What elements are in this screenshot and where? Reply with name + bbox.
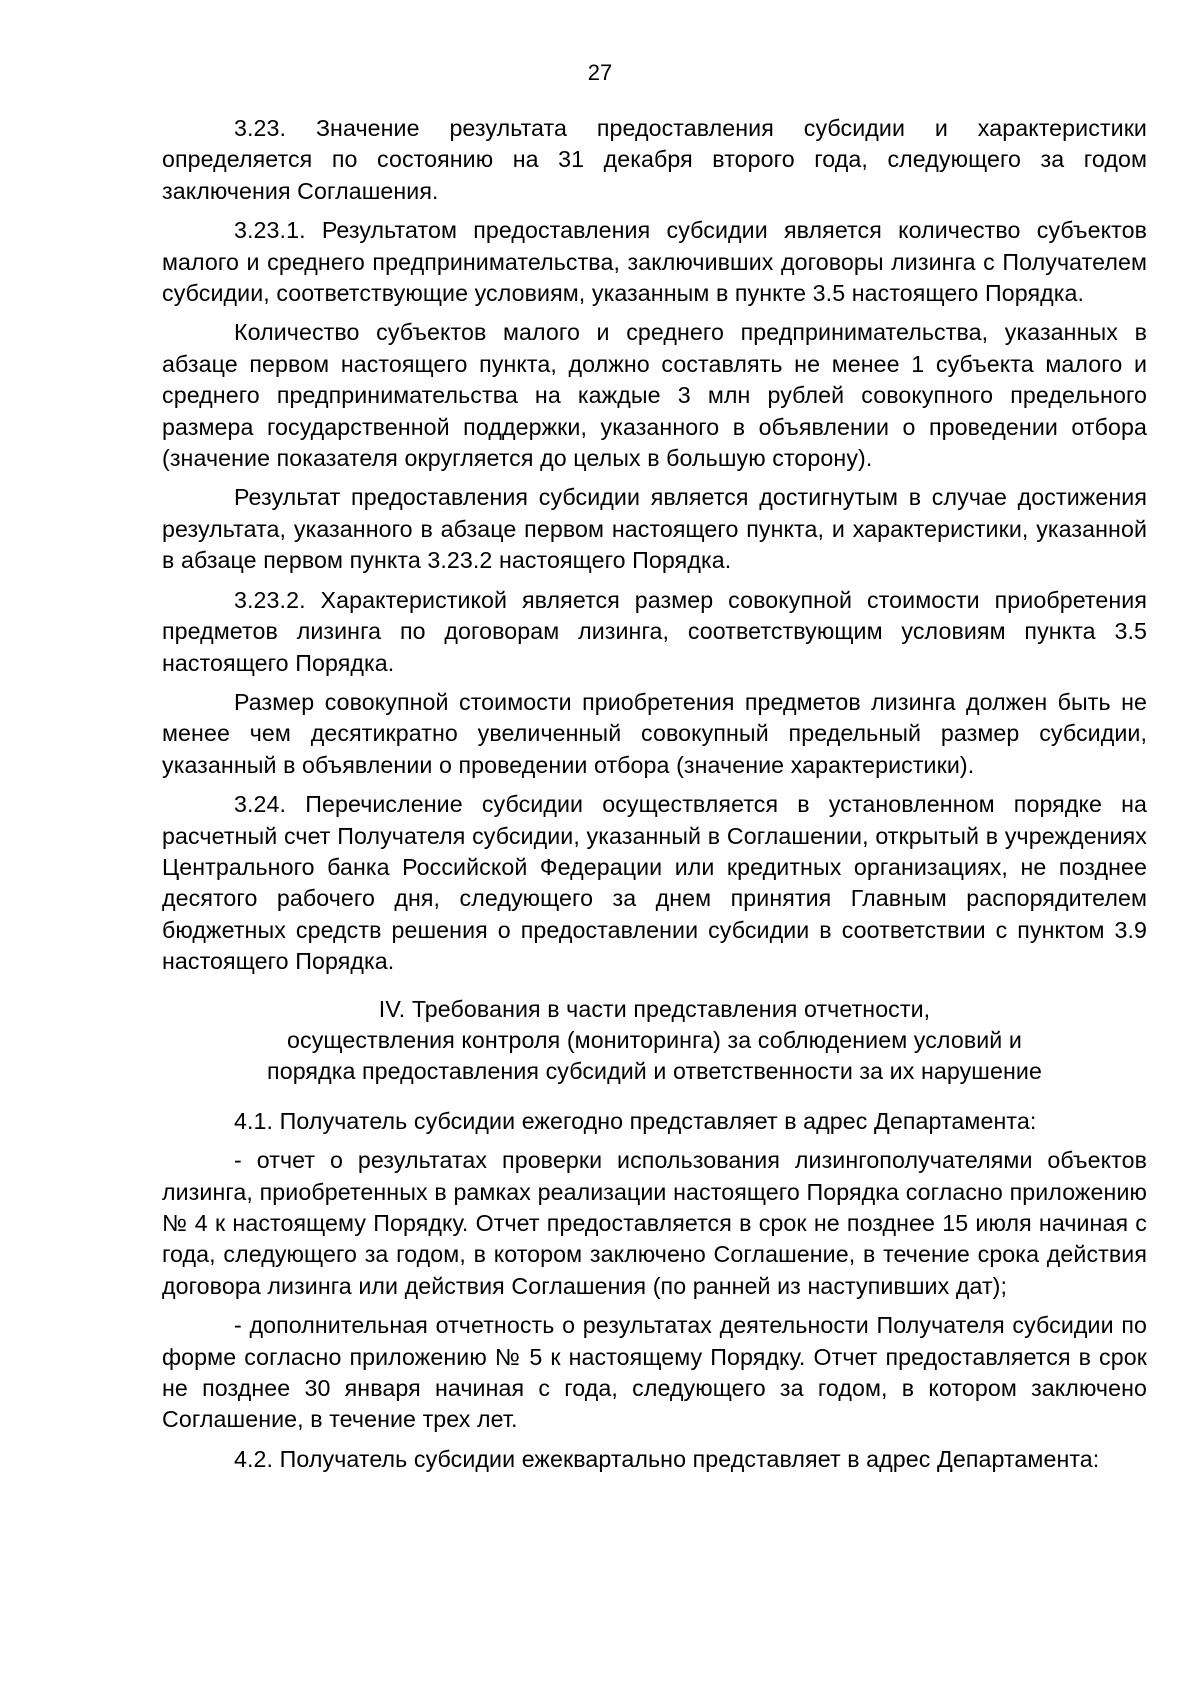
document-body [162, 113, 1147, 1483]
paragraph-result-achieved: Результат предоставления субсидии является достигнутым в случае достижения результата, указанного в абзаце первом настоящего пункта, и характеристики, указанной в абзаце первом пункта 3.23.2 настоящего Порядка. [162, 484, 1147, 574]
paragraph-report-inspection: - отчет о результатах проверки использования лизингополучателями объектов лизинга, приобретенных в рамках реализации настоящего Порядка согласно приложению № 4 к настоящему Порядку. Отчет предоставляется в срок не позднее 15 июля начиная с года, следующего за годом, в котором заключено Соглашение, в течение срока действия договора лизинга или действия Соглашения (по ранней из наступивших дат); [162, 1147, 1147, 1299]
paragraph-4-1: 4.1. Получатель субсидии ежегодно представляет в адрес Департамента: [234, 1107, 1037, 1134]
paragraph-3-23-1: 3.23.1. Результатом предоставления субсидии является количество субъектов малого и среднего предпринимательства, заключивших договоры лизинга с Получателем субсидии, соответствующие условиям, указанным в пункте 3.5 настоящего Порядка. [162, 217, 1147, 307]
section-heading-line-3: порядка предоставления субсидий и ответственности за их нарушение [267, 1058, 1042, 1085]
page-number: 27 [587, 60, 613, 85]
section-heading-line-2: осуществления контроля (мониторинга) за соблюдением условий и [287, 1026, 1022, 1053]
paragraph-total-cost: Размер совокупной стоимости приобретения предметов лизинга должен быть не менее чем десятикратно увеличенный совокупный предельный размер субсидии, указанный в объявлении о проведении отбора (значение характеристики). [162, 688, 1147, 778]
section-heading-line-1: IV. Требования в части представления отчетности, [378, 995, 931, 1022]
paragraph-3-24: 3.24. Перечисление субсидии осуществляется в установленном порядке на расчетный счет Получателя субсидии, указанный в Соглашении, открытый в учреждениях Центрального банка Российской Федерации или кредитных организациях, не позднее десятого рабочего дня, следующего за днем принятия Главным распорядителем бюджетных средств решения о предоставлении субсидии в соответствии с пунктом 3.9 настоящего Порядка. [162, 791, 1147, 975]
paragraph-3-23: 3.23. Значение результата предоставления субсидии и характеристики определяется по состоянию на 31 декабря второго года, следующего за годом заключения Соглашения. [162, 115, 1147, 204]
paragraph-4-2: 4.2. Получатель субсидии ежеквартально представляет в адрес Департамента: [234, 1445, 1100, 1472]
section-heading-iv [162, 994, 1147, 1088]
paragraph-3-23-2: 3.23.2. Характеристикой является размер совокупной стоимости приобретения предметов лизинга по договорам лизинга, соответствующим условиям пункта 3.5 настоящего Порядка. [162, 586, 1147, 676]
paragraph-report-additional: - дополнительная отчетность о результатах деятельности Получателя субсидии по форме согласно приложению № 5 к настоящему Порядку. Отчет предоставляется в срок не позднее 30 января начиная с года, следующего за годом, в котором заключено Соглашение, в течение трех лет. [162, 1312, 1147, 1433]
paragraph-smb-count: Количество субъектов малого и среднего предпринимательства, указанных в абзаце первом настоящего пункта, должно составлять не менее 1 субъекта малого и среднего предпринимательства на каждые 3 млн рублей совокупного предельного размера государственной поддержки, указанного в объявлении о проведении отбора (значение показателя округляется до целых в большую сторону). [162, 319, 1147, 472]
